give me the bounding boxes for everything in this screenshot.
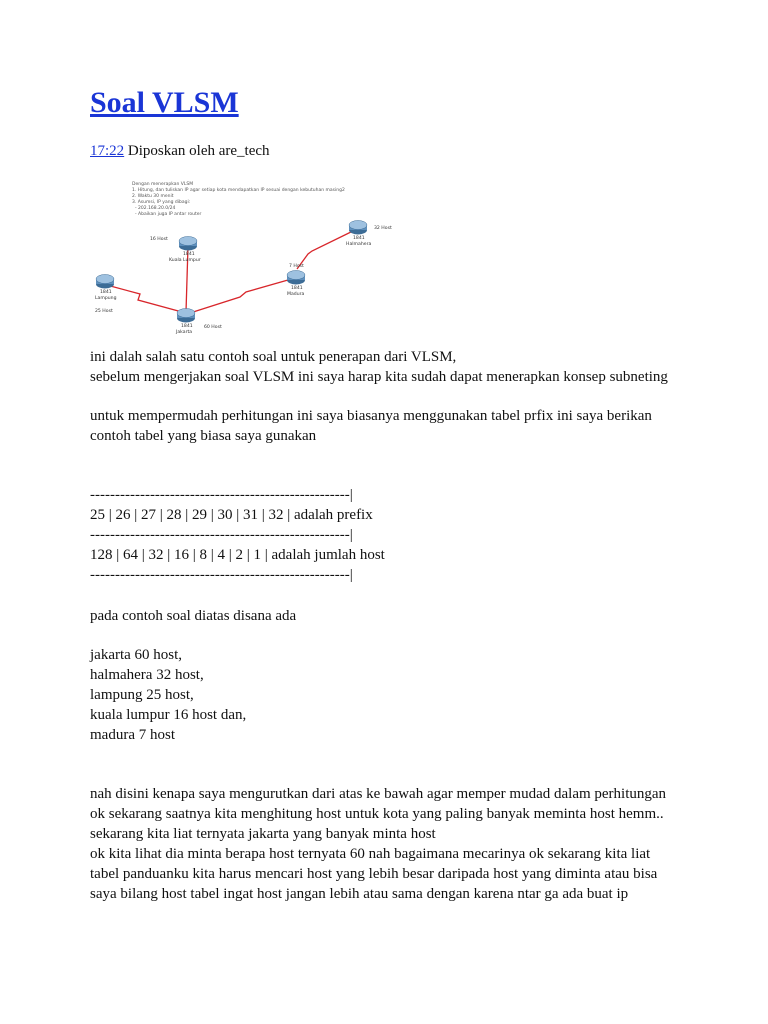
router-icon xyxy=(287,263,305,297)
post-text-line: nah disini kenapa saya mengurutkan dari atas ke bawah agar memper mudad dalam perhitungan xyxy=(90,786,667,802)
node-name: Lampung xyxy=(95,296,117,301)
post-text-line: sekarang kita liat ternyata jakarta yang banyak minta host xyxy=(90,826,436,842)
host-list-item: jakarta 60 host, xyxy=(90,647,183,663)
post-time-link[interactable]: 17:22 xyxy=(90,143,125,159)
node-hosts: 32 Host xyxy=(374,226,392,231)
node-model: 1841 xyxy=(353,236,365,241)
host-list-item: kuala lumpur 16 host dan, xyxy=(90,707,247,723)
post-text-line: ini dalah salah satu contoh soal untuk penerapan dari VLSM, xyxy=(90,349,457,365)
router-icon xyxy=(95,275,117,315)
node-model: 1841 xyxy=(100,290,112,295)
diagram-instruction: 3. Asumsi, IP yang dibagi: xyxy=(132,200,191,205)
post-author: Diposkan oleh are_tech xyxy=(127,143,270,159)
node-hosts: 16 Host xyxy=(150,237,168,242)
node-hosts: 7 Host xyxy=(289,264,304,269)
host-list-item: lampung 25 host, xyxy=(90,687,194,703)
post-text-line: saya bilang host tabel ingat host jangan lebih atau sama dengan karena ntar ga ada buat ip xyxy=(90,886,629,902)
link-jakarta-madura xyxy=(190,278,295,313)
post-text-line: ok sekarang saatnya kita menghitung host untuk kota yang paling banyak meminta host hemm.. xyxy=(90,806,664,822)
link-madura-halmahera xyxy=(297,230,355,269)
node-hosts: 60 Host xyxy=(204,325,222,330)
table-divider: ----------------------------------------------------| xyxy=(90,487,353,503)
router-icon xyxy=(346,221,392,248)
node-name: Kuala Lumpur xyxy=(169,258,201,263)
host-list-item: madura 7 host xyxy=(90,727,175,743)
diagram-instruction: - 202.168.20.0/24 xyxy=(135,206,176,211)
post-text-line: sebelum mengerjakan soal VLSM ini saya harap kita sudah dapat menerapkan konsep subneting xyxy=(90,369,668,385)
vlsm-topology-diagram xyxy=(90,172,400,337)
node-model: 1841 xyxy=(181,324,193,329)
prefix-row: 25 | 26 | 27 | 28 | 29 | 30 | 31 | 32 | adalah prefix xyxy=(90,507,373,523)
host-list-item: halmahera 32 host, xyxy=(90,667,204,683)
table-divider: ----------------------------------------------------| xyxy=(90,567,353,583)
node-model: 1841 xyxy=(183,252,195,257)
node-hosts: 25 Host xyxy=(95,309,113,314)
node-name: Halmahera xyxy=(346,242,372,247)
router-icon xyxy=(150,236,201,263)
post-text-line: tabel panduanku kita harus mencari host yang lebih besar daripada host yang diminta atau bisa xyxy=(90,866,658,882)
diagram-instruction: 1. Hitung, dan tuliskan IP agar setiap kota mendapatkan IP sesuai dengan kebutuhan masing2 xyxy=(132,188,345,193)
diagram-instruction: - Abaikan juga IP antar router xyxy=(135,212,202,217)
node-name: Madura xyxy=(287,292,305,297)
diagram-instruction: Dengan menerapkan VLSM xyxy=(132,182,194,187)
post-title-link[interactable]: Soal VLSM xyxy=(90,86,239,119)
post-text-line: pada contoh soal diatas disana ada xyxy=(90,608,297,624)
node-name: Jakarta xyxy=(176,330,193,335)
post-text-line: ok kita lihat dia minta berapa host ternyata 60 nah bagaimana mecarinya ok sekarang kita liat xyxy=(90,846,651,862)
post-text-line: untuk mempermudah perhitungan ini saya biasanya menggunakan tabel prfix ini saya berikan xyxy=(90,408,652,424)
node-model: 1841 xyxy=(291,286,303,291)
host-row: 128 | 64 | 32 | 16 | 8 | 4 | 2 | 1 | adalah jumlah host xyxy=(90,547,385,563)
diagram-instruction: 2. Waktu 30 menit xyxy=(132,194,174,199)
router-icon xyxy=(175,309,222,336)
table-divider: ----------------------------------------------------| xyxy=(90,527,353,543)
post-meta xyxy=(90,143,270,160)
post-text-line: contoh tabel yang biasa saya gunakan xyxy=(90,428,317,444)
